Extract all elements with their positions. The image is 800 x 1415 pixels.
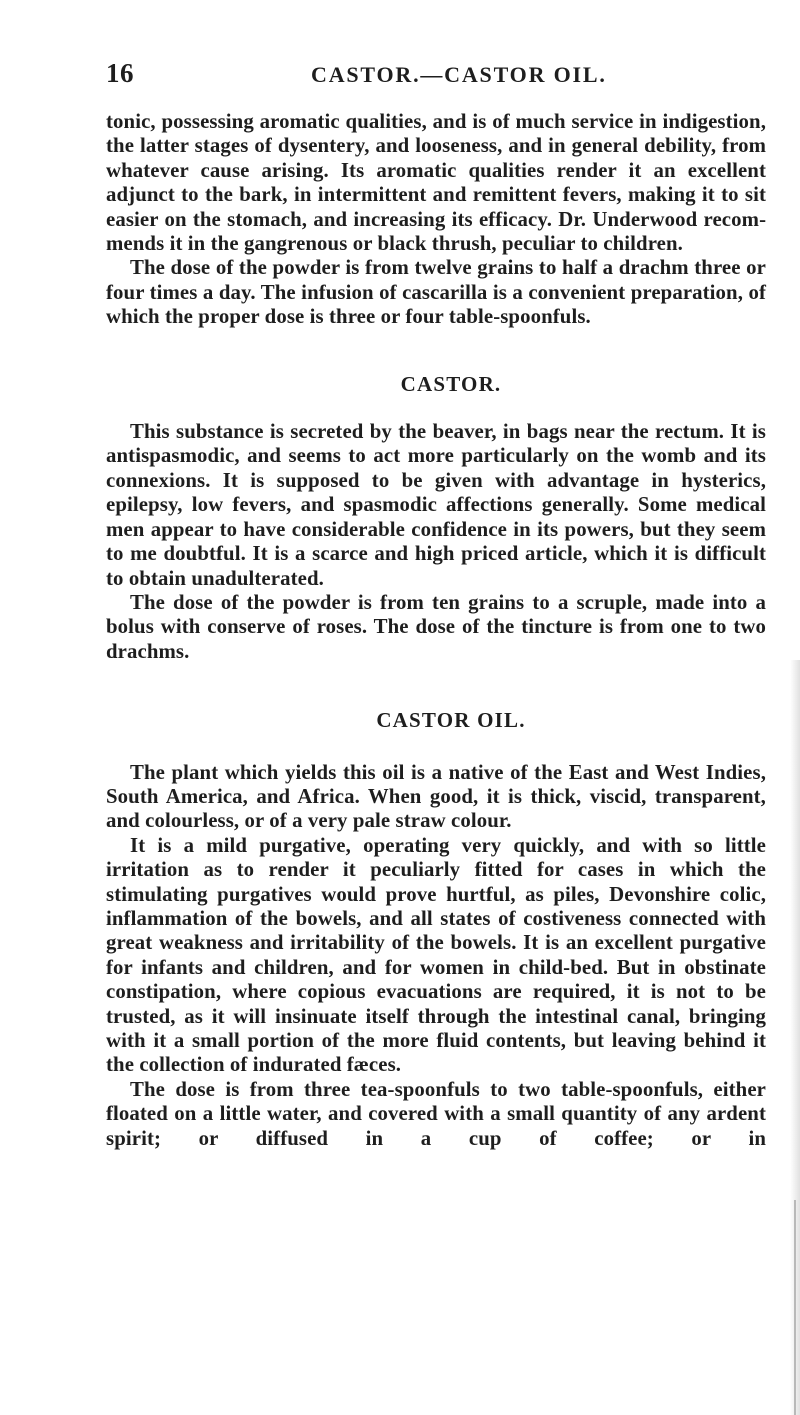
running-title: CASTOR.—CASTOR OIL.	[311, 62, 607, 87]
castor-paragraph-1: This substance is secreted by the beaver, in bags near the rectum. It is antispasmodic, and seems to act more particularly on the womb and its connexions. It is supposed to be given with advantage in hysterics, epilepsy, low fevers, and spasmodic affections generally. Some medical men appear to have considerable confidence in its powers, but they seem to me doubtful. It is a scarce and high priced article, which it is difficult to obtain unadulterated.	[106, 420, 766, 590]
cascarilla-paragraph-1: tonic, possessing aromatic qualities, and is of much service in indigestion, the latter stages of dysentery, and looseness, and in general debility, from whatever cause arising. Its aromatic qualities render it an excellent adjunct to the bark, in intermittent and remittent fevers, making it to sit easier on the stomach, and increasing its efficacy. Dr. Underwood recommends it in the gangrenous or black thrush, peculiar to children.	[106, 110, 766, 256]
castor-oil-paragraph-3: The dose is from three tea-spoonfuls to two table-spoonfuls, either floated on a little water, and covered with a small quantity of any ardent spirit; or diffused in a cup of coffee; or in	[106, 1077, 766, 1150]
body-text	[106, 110, 766, 1151]
page-number: 16	[106, 58, 134, 88]
castor-paragraph-2: The dose of the powder is from ten grains to a scruple, made into a bolus with conserve of roses. The dose of the tincture is from one to two drachms.	[106, 590, 766, 663]
running-head	[106, 58, 766, 98]
castor-oil-paragraph-1: The plant which yields this oil is a native of the East and West Indies, South America, and Africa. When good, it is thick, viscid, transparent, and colourless, or of a very pale straw colour.	[106, 760, 766, 833]
castor-oil-paragraph-2: It is a mild purgative, operating very quickly, and with so little irritation as to render it peculiarly fitted for cases in which the stimulating purgatives would prove hurtful, as piles, Devonshire colic, inflammation of the bowels, and all states of costiveness connected with great weakness and irritability of the bowels. It is an excellent purgative for infants and children, and for women in child-bed. But in obstinate constipation, where copious evacuations are required, it is not to be trusted, as it will insinuate itself through the intestinal canal, bringing with it a small portion of the more fluid contents, but leaving behind it the collection of indurated fæces.	[106, 833, 766, 1077]
page-edge-line	[794, 1200, 796, 1415]
castor-oil-heading: CASTOR OIL.	[376, 708, 526, 733]
cascarilla-paragraph-2: The dose of the powder is from twelve grains to half a drachm three or four times a day. The infusion of cascarilla is a convenient preparation, of which the proper dose is three or four table-spoonfuls.	[106, 256, 766, 329]
castor-heading: CASTOR.	[400, 371, 502, 396]
